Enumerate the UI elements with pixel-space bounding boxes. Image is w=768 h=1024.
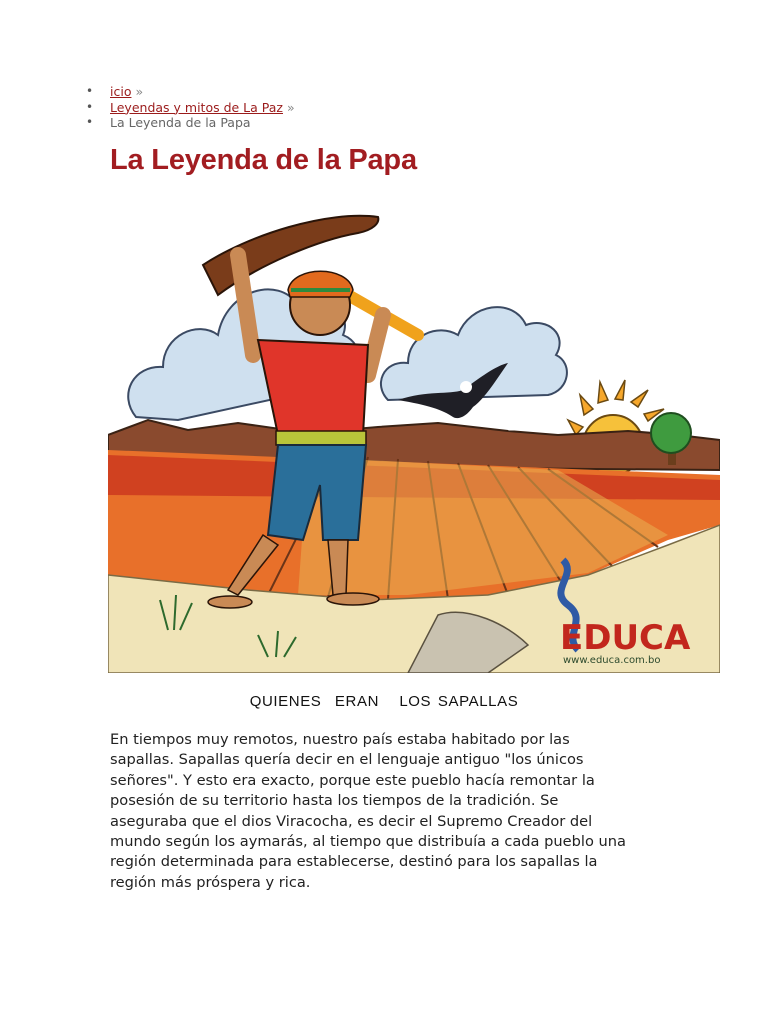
page-title: La Leyenda de la Papa	[110, 144, 417, 176]
body-paragraph: En tiempos muy remotos, nuestro país estaba habitado por las sapallas. Sapallas quería decir en el lenguaje antiguo "los únicos señores". Y esto era exacto, porque este pueblo hacía remontar la posesión de su territorio hasta los tiempos de la tradición. Se aseguraba que el dios Viracocha, es decir el Supremo Creador del mundo según los aymarás, al tiempo que distribuía a cada pueblo una región determinada para establecerse, destinó para los sapallas la región más próspera y rica.	[110, 731, 626, 891]
educa-logo-text: EDUCA	[560, 618, 691, 658]
breadcrumb-item-current	[86, 115, 295, 131]
breadcrumb-link-leyendas[interactable]: Leyendas y mitos de La Paz	[110, 99, 283, 115]
breadcrumb-item-leyendas	[86, 100, 295, 116]
educa-logo-url: www.educa.com.bo	[563, 655, 661, 666]
section-subtitle: QUIENES ERAN LOS SAPALLAS	[249, 693, 519, 710]
breadcrumb-separator: »	[135, 84, 144, 99]
breadcrumb-link-home[interactable]: icio	[110, 84, 132, 99]
breadcrumb	[86, 84, 295, 131]
legend-illustration	[108, 195, 720, 673]
breadcrumb-separator: »	[286, 99, 295, 115]
breadcrumb-current-label: La Leyenda de la Papa	[110, 115, 251, 130]
breadcrumb-item-home	[86, 84, 295, 100]
